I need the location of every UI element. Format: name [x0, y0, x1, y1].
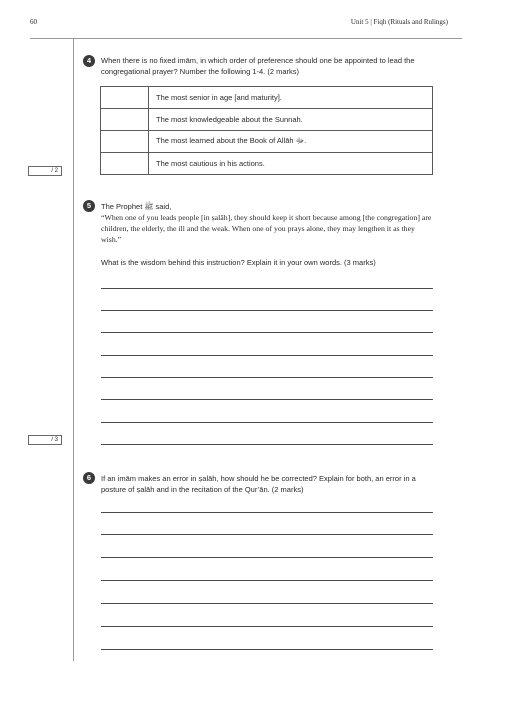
answer-line[interactable]	[101, 377, 433, 378]
question-5-prompt: What is the wisdom behind this instruction? Explain it in your own words. (3 marks)	[101, 258, 376, 267]
rank-input-cell[interactable]	[101, 131, 149, 153]
rank-input-cell[interactable]	[101, 153, 149, 175]
score-box-q4[interactable]: / 2	[28, 166, 62, 176]
hadith-quote: “When one of you leads people [in ṣalāh], they should keep it short because among [the congregation] are children, the elderly, the ill and the weak. When one of you prays alone, they may lengthen it as they wish.”	[101, 213, 432, 244]
question-6-prompt: If an imām makes an error in ṣalāh, how should he be corrected? Explain for both, an error in a posture of ṣalāh and in the recitation of the Qur’ān. (2 marks)	[101, 474, 416, 494]
score-box-q5[interactable]: / 3	[28, 435, 62, 445]
answer-line[interactable]	[101, 399, 433, 400]
answer-line[interactable]	[101, 310, 433, 311]
answer-line[interactable]	[101, 649, 433, 650]
answer-line[interactable]	[101, 332, 433, 333]
answer-line[interactable]	[101, 626, 433, 627]
option-label: The most senior in age [and maturity].	[149, 87, 433, 109]
answer-line[interactable]	[101, 580, 433, 581]
answer-line[interactable]	[101, 422, 433, 423]
question-4-prompt: When there is no fixed imām, in which order of preference should one be appointed to lead the congregational prayer? Number the following 1-4. (2 marks)	[101, 56, 415, 76]
rank-input-cell[interactable]	[101, 87, 149, 109]
question-number-6: 6	[83, 472, 95, 484]
page-number: 60	[30, 18, 37, 26]
top-rule	[30, 38, 462, 39]
margin-rule	[73, 39, 74, 661]
answer-line[interactable]	[101, 355, 433, 356]
running-header: Unit 5 | Fiqh (Rituals and Rulings)	[350, 18, 448, 26]
question-number-5: 5	[83, 200, 95, 212]
answer-line[interactable]	[101, 444, 433, 445]
ranking-table	[100, 86, 433, 175]
table-row	[101, 131, 433, 153]
option-label: The most learned about the Book of Allāh ﷻ.	[149, 131, 433, 153]
rank-input-cell[interactable]	[101, 109, 149, 131]
table-row	[101, 87, 433, 109]
answer-line[interactable]	[101, 512, 433, 513]
answer-line[interactable]	[101, 603, 433, 604]
table-row	[101, 153, 433, 175]
answer-line[interactable]	[101, 534, 433, 535]
table-row	[101, 109, 433, 131]
question-5-intro: The Prophet ﷺ said,	[101, 202, 172, 211]
option-label: The most knowledgeable about the Sunnah.	[149, 109, 433, 131]
question-number-4: 4	[83, 55, 95, 67]
option-label: The most cautious in his actions.	[149, 153, 433, 175]
answer-line[interactable]	[101, 557, 433, 558]
answer-line[interactable]	[101, 288, 433, 289]
